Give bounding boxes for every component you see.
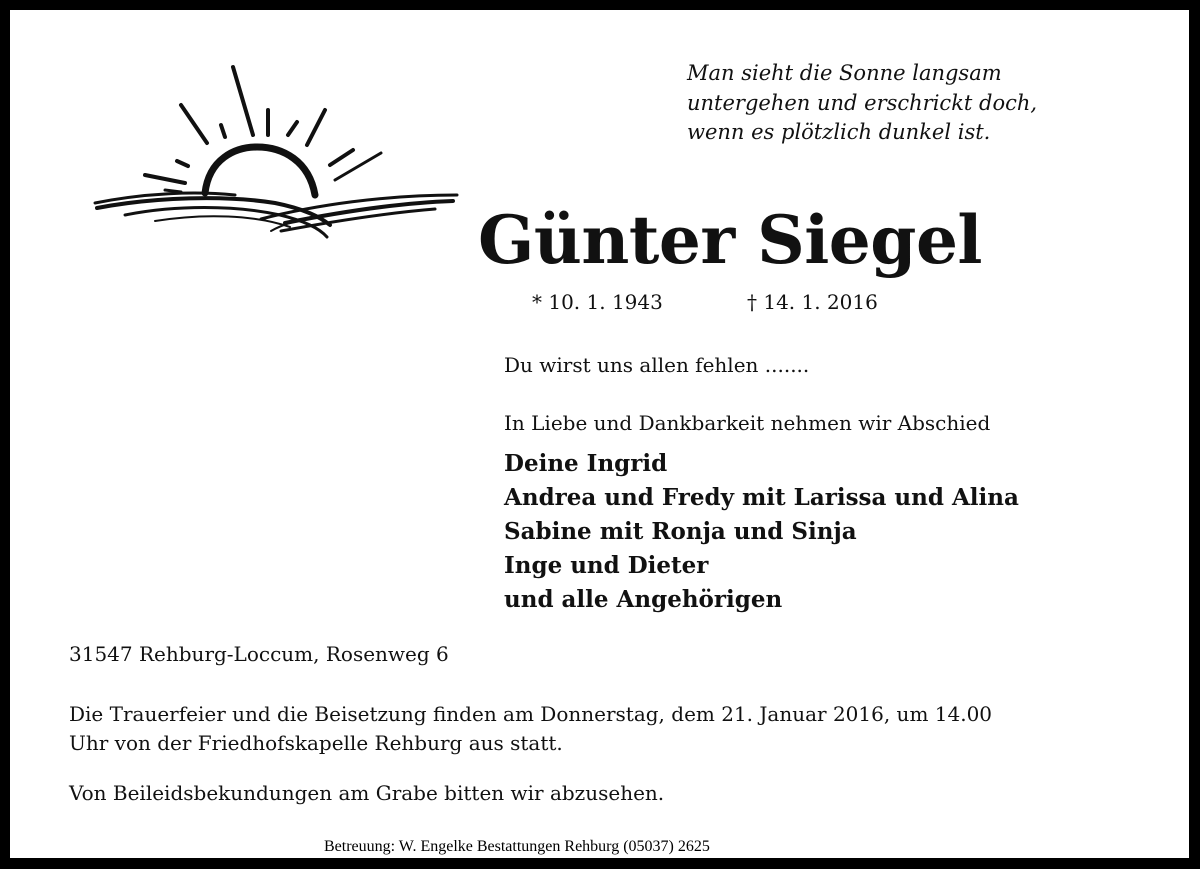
farewell-message: In Liebe und Dankbarkeit nehmen wir Abschied bbox=[504, 411, 991, 435]
sunset-icon bbox=[85, 55, 465, 250]
mourner-entry: Sabine mit Ronja und Sinja bbox=[504, 518, 857, 545]
mourners-list bbox=[504, 447, 1019, 617]
ceremony-line: Uhr von der Friedhofskapelle Rehburg aus statt. bbox=[69, 731, 563, 755]
funeral-home-credit: Betreuung: W. Engelke Bestattungen Rehburg (05037) 2625 bbox=[316, 834, 718, 857]
deceased-name: Günter Siegel bbox=[478, 201, 983, 279]
condolences-note: Von Beileidsbekundungen am Grabe bitten wir abzusehen. bbox=[69, 781, 665, 805]
mourner-entry: Deine Ingrid bbox=[504, 450, 668, 477]
death-date: † 14. 1. 2016 bbox=[747, 290, 878, 314]
obituary-notice bbox=[10, 10, 1189, 858]
quote-line: wenn es plötzlich dunkel ist. bbox=[687, 120, 991, 144]
mourner-entry: Inge und Dieter bbox=[504, 552, 709, 579]
missed-message: Du wirst uns allen fehlen ....... bbox=[504, 353, 810, 377]
birth-date: * 10. 1. 1943 bbox=[532, 290, 663, 314]
memorial-quote bbox=[687, 59, 1037, 148]
mourner-entry: Andrea und Fredy mit Larissa und Alina bbox=[504, 484, 1019, 511]
quote-line: untergehen und erschrickt doch, bbox=[687, 90, 1038, 115]
quote-line: Man sieht die Sonne langsam bbox=[687, 61, 1002, 85]
ceremony-details bbox=[69, 700, 992, 758]
ceremony-line: Die Trauerfeier und die Beisetzung finden am Donnerstag, dem 21. Januar 2016, um 14.00 bbox=[69, 702, 993, 726]
family-address: 31547 Rehburg-Loccum, Rosenweg 6 bbox=[69, 642, 449, 666]
mourner-entry: und alle Angehörigen bbox=[504, 586, 783, 613]
